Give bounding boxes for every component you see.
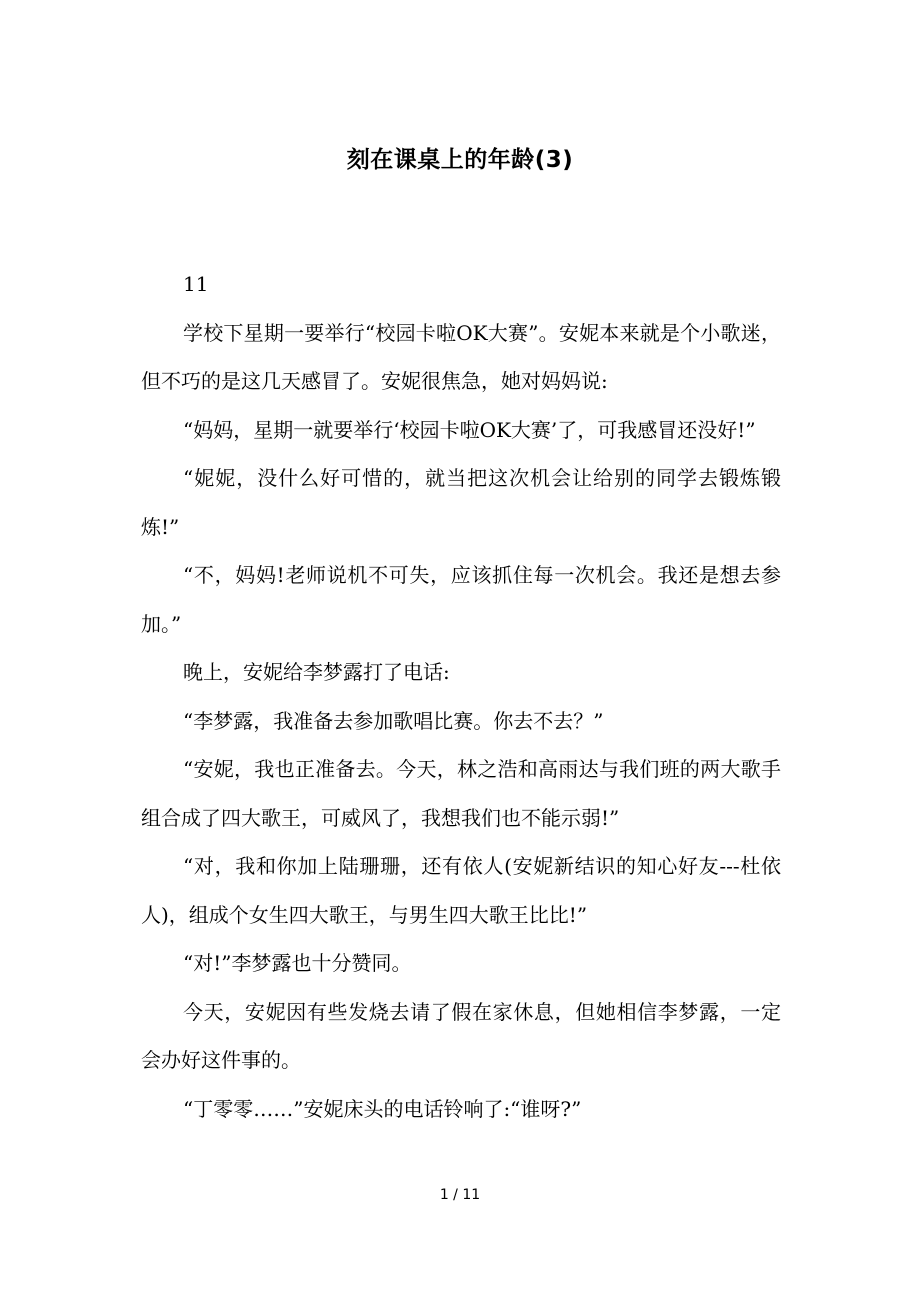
page-indicator: 1 / 11 bbox=[439, 1187, 481, 1203]
paragraph: 晚上，安妮给李梦露打了电话: bbox=[183, 660, 450, 684]
paragraph: “丁零零……”安妮床头的电话铃响了:“谁呀?” bbox=[183, 1096, 582, 1121]
paragraph: “李梦露，我准备去参加歌唱比赛。你去不去？” bbox=[183, 708, 604, 733]
paragraph: “对，我和你加上陆珊珊，还有依人(安妮新结识的知心好友---杜依人)，组成个女生四大歌王，与男生四大歌王比比!” bbox=[141, 854, 781, 927]
paragraph: “不，妈妈!老师说机不可失，应该抓住每一次机会。我还是想去参加。” bbox=[141, 563, 781, 636]
paragraph: “妈妈，星期一就要举行‘校园卡啦OK大赛’了，可我感冒还没好!” bbox=[183, 417, 756, 442]
document-body bbox=[141, 260, 781, 1133]
paragraph: “对!”李梦露也十分赞同。 bbox=[183, 951, 412, 975]
paragraph: 今天，安妮因有些发烧去请了假在家休息，但她相信李梦露，一定会办好这件事的。 bbox=[141, 999, 781, 1072]
paragraph: 学校下星期一要举行“校园卡啦OK大赛”。安妮本来就是个小歌迷，但不巧的是这几天感冒了。安妮很焦急，她对妈妈说: bbox=[141, 320, 781, 393]
paragraph: “妮妮，没什么好可惜的，就当把这次机会让给别的同学去锻炼锻炼!” bbox=[141, 466, 781, 539]
document-title: 刻在课桌上的年龄(3) bbox=[346, 147, 574, 173]
paragraph: “安妮，我也正准备去。今天，林之浩和高雨达与我们班的两大歌手组合成了四大歌王，可威风了，我想我们也不能示弱!” bbox=[141, 757, 781, 830]
paragraph: 11 bbox=[183, 272, 209, 296]
